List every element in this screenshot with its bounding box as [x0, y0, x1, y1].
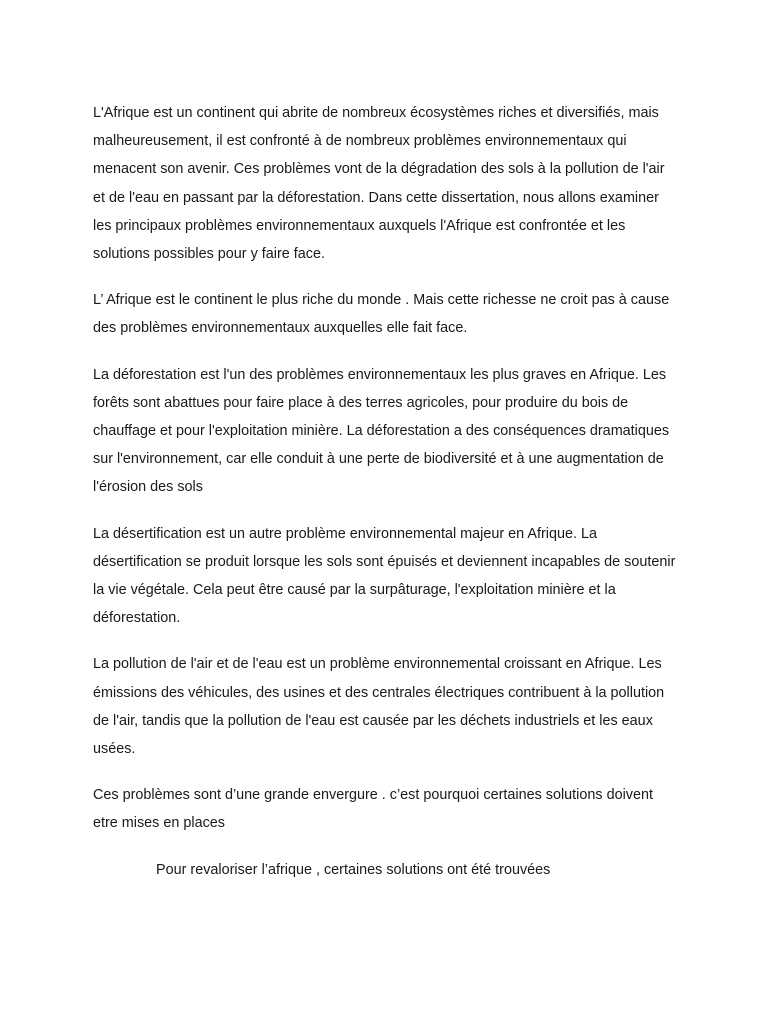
paragraph-transition: Ces problèmes sont d’une grande envergure . c’est pourquoi certaines solutions doivent etre mises en places [93, 787, 653, 832]
paragraph-introduction: L'Afrique est un continent qui abrite de nombreux écosystèmes riches et diversifiés, mais malheureusement, il est confronté à de nombreux problèmes environnementaux qui menacent son avenir. Ces problèmes vont de la dégradation des sols à la pollution de l'air et de l'eau en passant par la déforestation. Dans cette dissertation, nous allons examiner les principaux problèmes environnementaux auxquels l'Afrique est confrontée et les solutions possibles pour y faire face. [93, 105, 665, 263]
document-body [93, 99, 678, 902]
paragraph-desertification: La désertification est un autre problème environnemental majeur en Afrique. La désertification se produit lorsque les sols sont épuisés et deviennent incapables de soutenir la vie végétale. Cela peut être causé par la surpâturage, l'exploitation minière et la déforestation. [93, 525, 676, 627]
paragraph-richesse: L’ Afrique est le continent le plus riche du monde . Mais cette richesse ne croit pas à cause des problèmes environnementaux auxquelles elle fait face. [93, 292, 670, 337]
paragraph-deforestation: La déforestation est l'un des problèmes environnementaux les plus graves en Afrique. Les forêts sont abattues pour faire place à des terres agricoles, pour produire du bois de chauffage et pour l'exploitation minière. La déforestation a des conséquences dramatiques sur l'environnement, car elle conduit à une perte de biodiversité et à une augmentation de l'érosion des sols [93, 366, 670, 496]
paragraph-solutions-heading: Pour revaloriser l’afrique , certaines solutions ont été trouvées [156, 861, 551, 878]
paragraph-pollution: La pollution de l'air et de l'eau est un problème environnemental croissant en Afrique. Les émissions des véhicules, des usines et des centrales électriques contribuent à la pollution de l'air, tandis que la pollution de l'eau est causée par les déchets industriels et les eaux usées. [93, 656, 665, 758]
